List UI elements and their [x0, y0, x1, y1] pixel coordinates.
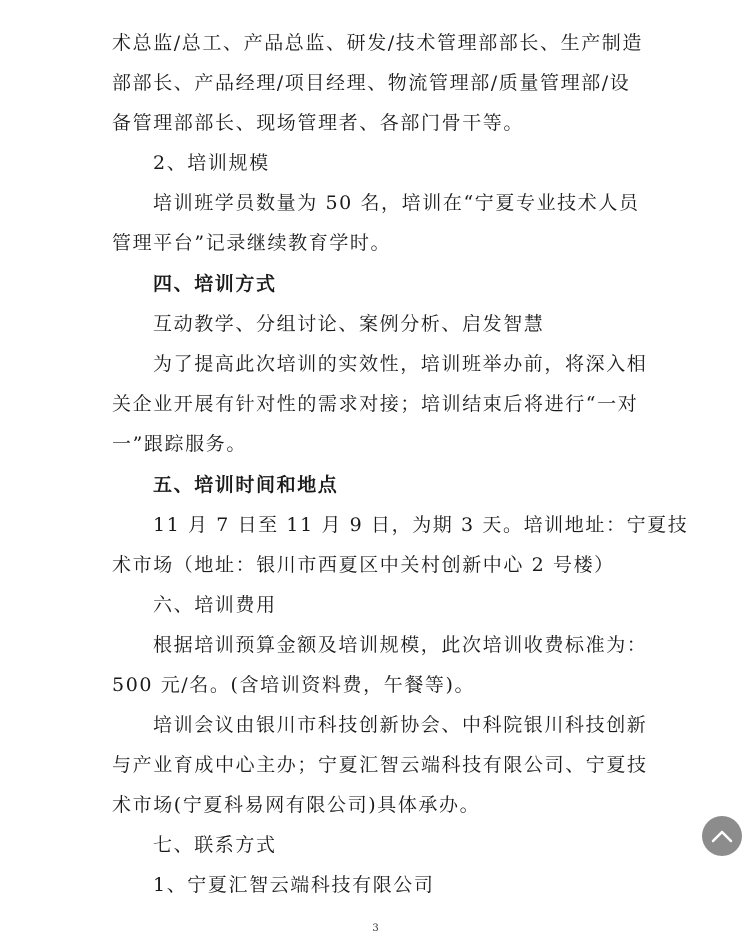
page-number: 3 — [372, 923, 379, 934]
paragraph-line: 与产业育成中心主办；宁夏汇智云端科技有限公司、宁夏技 — [112, 754, 648, 776]
paragraph-line: 根据培训预算金额及培训规模，此次培训收费标准为： — [153, 634, 648, 656]
paragraph-line: 培训会议由银川市科技创新协会、中科院银川科技创新 — [153, 714, 648, 736]
paragraph-line: 500 元/名。(含培训资料费，午餐等)。 — [112, 674, 476, 696]
section-heading: 七、联系方式 — [153, 834, 277, 856]
paragraph-line: 一”跟踪服务。 — [112, 433, 247, 455]
subsection-heading: 1、宁夏汇智云端科技有限公司 — [153, 874, 435, 896]
chevron-up-icon — [711, 829, 733, 843]
subsection-heading: 2、培训规模 — [153, 152, 270, 174]
paragraph-line: 为了提高此次培训的实效性，培训班举办前，将深入相 — [153, 353, 648, 375]
paragraph-line: 备管理部部长、现场管理者、各部门骨干等。 — [112, 112, 525, 134]
scroll-to-top-button[interactable] — [702, 816, 742, 856]
paragraph-line: 培训班学员数量为 50 名，培训在“宁夏专业技术人员 — [153, 192, 640, 214]
paragraph-line: 管理平台”记录继续教育学时。 — [112, 232, 392, 254]
paragraph-line: 关企业开展有针对性的需求对接；培训结束后将进行“一对 — [112, 393, 639, 415]
section-heading: 四、培训方式 — [153, 273, 277, 295]
paragraph-line: 术总监/总工、产品总监、研发/技术管理部部长、生产制造 — [112, 32, 644, 54]
paragraph-line: 术市场（地址：银川市西夏区中关村创新中心 2 号楼） — [112, 554, 615, 576]
paragraph-line: 11 月 7 日至 11 月 9 日，为期 3 天。培训地址：宁夏技 — [153, 514, 689, 536]
paragraph-line: 互动教学、分组讨论、案例分析、启发智慧 — [153, 313, 545, 335]
paragraph-line: 部部长、产品经理/项目经理、物流管理部/质量管理部/设 — [112, 72, 631, 94]
paragraph-line: 术市场(宁夏科易网有限公司)具体承办。 — [112, 794, 481, 816]
section-heading: 六、培训费用 — [153, 594, 277, 616]
section-heading: 五、培训时间和地点 — [153, 474, 339, 496]
